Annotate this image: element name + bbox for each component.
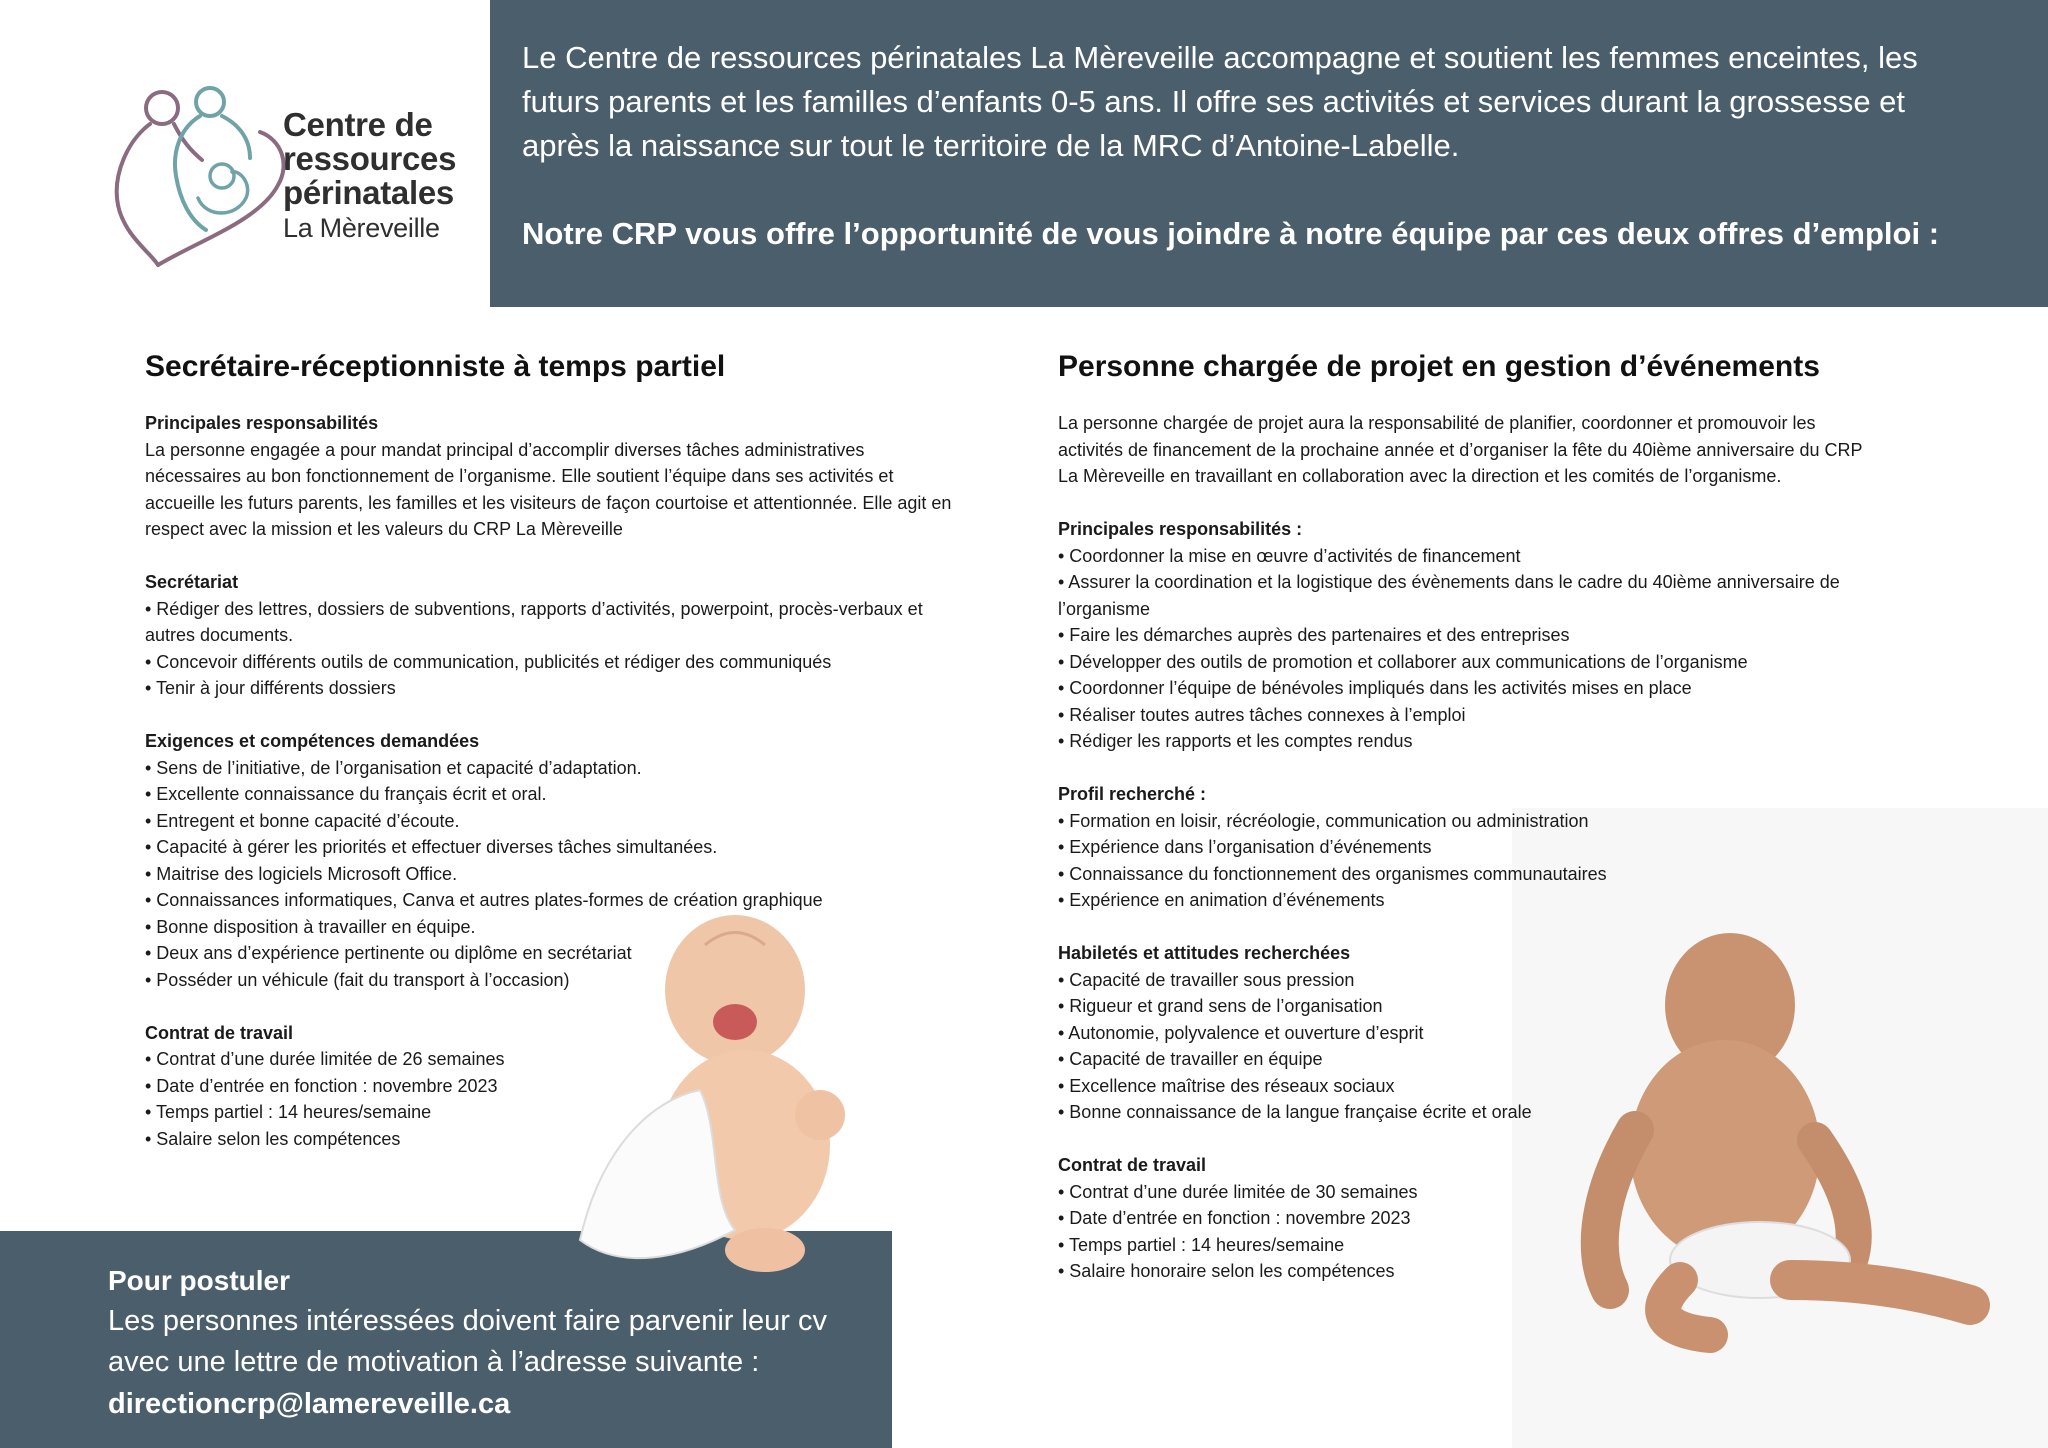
list-item: • Tenir à jour différents dossiers: [145, 678, 396, 698]
list-item: • Entregent et bonne capacité d’écoute.: [145, 810, 460, 831]
list-item: • Expérience en animation d’événements: [1058, 890, 1385, 910]
section-head-secretariat: Secrétariat: [145, 572, 239, 592]
profile-list: [1058, 808, 1878, 914]
list-item: • Coordonner l’équipe de bénévoles impliqués dans les activités mises en place: [1058, 678, 1692, 698]
apply-text: Les personnes intéressées doivent faire parvenir leur cv avec une lettre de motivation à l’adresse suivante :: [108, 1305, 827, 1378]
list-item: • Capacité à gérer les priorités et effectuer diverses tâches simultanées.: [145, 837, 718, 857]
list-item: • Contrat d’une durée limitée de 30 semaines: [1058, 1181, 1418, 1202]
list-item: • Capacité de travailler en équipe: [1058, 1049, 1323, 1069]
logo: [0, 0, 490, 307]
logo-line-3: périnatales: [283, 174, 454, 211]
list-item: • Formation en loisir, récréologie, communication ou administration: [1058, 810, 1589, 831]
job-title-secretary: Secrétaire-réceptionniste à temps partiel: [145, 350, 726, 383]
list-item: • Excellence maîtrise des réseaux sociaux: [1058, 1075, 1395, 1096]
section-head-responsibilities: Principales responsabilités :: [1058, 519, 1303, 539]
header-cta: Notre CRP vous offre l’opportunité de vous joindre à notre équipe par ces deux offres d’emploi :: [522, 216, 1940, 251]
list-item: • Date d’entrée en fonction : novembre 2023: [1058, 1208, 1411, 1228]
section-head-contract: Contrat de travail: [145, 1022, 294, 1043]
list-item: • Bonne connaissance de la langue française écrite et orale: [1058, 1102, 1532, 1122]
section-head-skills: Habiletés et attitudes recherchées: [1058, 943, 1351, 963]
apply-title: Pour postuler: [108, 1265, 291, 1296]
job-title-project-manager: Personne chargée de projet en gestion d’événements: [1058, 350, 1820, 383]
section-head-profile: Profil recherché :: [1058, 784, 1207, 804]
list-item: • Sens de l’initiative, de l’organisation et capacité d’adaptation.: [145, 757, 642, 778]
list-item: • Concevoir différents outils de communication, publicités et rédiger des communiqués: [145, 651, 832, 672]
section-head-responsibilities: Principales responsabilités: [145, 413, 379, 433]
list-item: • Faire les démarches auprès des partenaires et des entreprises: [1058, 625, 1570, 645]
list-item: • Rigueur et grand sens de l’organisation: [1058, 996, 1383, 1016]
responsibilities-list: [1058, 543, 1878, 755]
logo-line-4: La Mèreveille: [283, 213, 440, 243]
list-item: • Excellente connaissance du français écrit et oral.: [145, 784, 547, 804]
list-item: • Posséder un véhicule (fait du transport à l’occasion): [145, 969, 570, 990]
list-item: • Contrat d’une durée limitée de 26 semaines: [145, 1049, 505, 1069]
list-item: • Bonne disposition à travailler en équipe.: [145, 916, 476, 937]
section-head-requirements: Exigences et compétences demandées: [145, 731, 480, 751]
project-intro-text: La personne chargée de projet aura la responsabilité de planifier, coordonner et promouvoir les activités de financement de la prochaine année et d’organiser la fête du 40ième anniversaire du CRP La Mèreveille en travaillant en collaboration avec la direction et les comités de l’organisme.: [1058, 413, 1863, 486]
logo-line-2: ressources: [283, 140, 457, 177]
list-item: • Rédiger les rapports et les comptes rendus: [1058, 731, 1413, 751]
list-item: • Autonomie, polyvalence et ouverture d’esprit: [1058, 1022, 1424, 1043]
list-item: • Réaliser toutes autres tâches connexes à l’emploi: [1058, 704, 1466, 725]
list-item: • Développer des outils de promotion et collaborer aux communications de l’organisme: [1058, 651, 1748, 672]
list-item: • Temps partiel : 14 heures/semaine: [145, 1102, 432, 1122]
list-item: • Temps partiel : 14 heures/semaine: [1058, 1234, 1345, 1255]
baby-looking-up-photo: [1530, 930, 2030, 1360]
list-item: • Rédiger des lettres, dossiers de subventions, rapports d’activités, powerpoint, procès-verbaux et autres documents.: [145, 598, 923, 645]
list-item: • Connaissance du fonctionnement des organismes communautaires: [1058, 863, 1607, 884]
header-intro: Le Centre de ressources périnatales La Mèreveille accompagne et soutient les femmes enceintes, les futurs parents et les familles d’enfants 0-5 ans. Il offre ses activités et services durant la grossesse et après la naissance sur tout le territoire de la MRC d’Antoine-Labelle.: [522, 40, 1918, 163]
list-item: • Coordonner la mise en œuvre d’activités de financement: [1058, 545, 1521, 566]
list-item: • Salaire selon les compétences: [145, 1128, 401, 1149]
list-item: • Capacité de travailler sous pression: [1058, 969, 1355, 990]
parents-embracing-baby-logo-icon: [110, 80, 300, 270]
header-band: [490, 0, 2048, 307]
list-item: • Connaissances informatiques, Canva et autres plates-formes de création graphique: [145, 890, 823, 910]
list-item: • Expérience dans l’organisation d’événements: [1058, 837, 1432, 857]
list-item: • Deux ans d’expérience pertinente ou diplôme en secrétariat: [145, 943, 632, 963]
logo-wordmark: [283, 108, 456, 246]
section-head-contract: Contrat de travail: [1058, 1155, 1207, 1175]
apply-email-link[interactable]: directioncrp@lamereveille.ca: [108, 1388, 511, 1420]
logo-line-1: Centre de: [283, 106, 433, 143]
responsibilities-text: La personne engagée a pour mandat principal d’accomplir diverses tâches administratives nécessaires au bon fonctionnement de l’organisme. Elle soutient l’équipe dans ses activités et accueille les futurs parents, les familles et les visiteurs de façon courtoise et attentionnée. Elle agit en respect avec la mission et les valeurs du CRP La Mèreveille: [145, 439, 952, 539]
list-item: • Maitrise des logiciels Microsoft Office.: [145, 863, 458, 884]
secretariat-list: [145, 596, 965, 702]
baby-with-towel-photo: [560, 900, 890, 1290]
list-item: • Assurer la coordination et la logistique des évènements dans le cadre du 40ième anniversaire de l’organisme: [1058, 572, 1840, 619]
list-item: • Date d’entrée en fonction : novembre 2023: [145, 1075, 498, 1096]
list-item: • Salaire honoraire selon les compétences: [1058, 1261, 1395, 1281]
